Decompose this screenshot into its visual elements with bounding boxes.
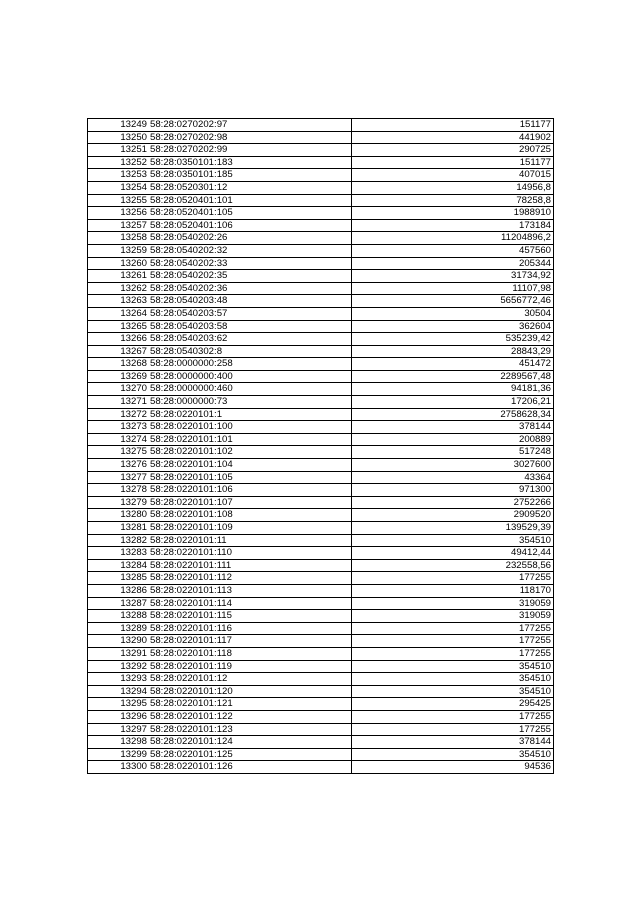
row-number-cell: 13267	[88, 345, 149, 358]
cadastral-number-cell: 58:28:0270202:99	[148, 144, 352, 157]
row-number-cell: 13253	[88, 169, 149, 182]
row-number-cell: 13279	[88, 496, 149, 509]
table-row	[88, 660, 554, 673]
table-row	[88, 257, 554, 270]
value-cell: 205344	[352, 257, 554, 270]
cadastral-number-cell: 58:28:0220101:11	[148, 534, 352, 547]
value-cell: 451472	[352, 358, 554, 371]
value-cell: 177255	[352, 572, 554, 585]
cadastral-number-cell: 58:28:0350101:183	[148, 156, 352, 169]
value-cell: 971300	[352, 484, 554, 497]
table-row	[88, 736, 554, 749]
cadastral-number-cell: 58:28:0220101:108	[148, 509, 352, 522]
value-cell: 354510	[352, 673, 554, 686]
value-cell: 78258,8	[352, 194, 554, 207]
cadastral-number-cell: 58:28:0000000:460	[148, 383, 352, 396]
row-number-cell: 13282	[88, 534, 149, 547]
row-number-cell: 13300	[88, 761, 149, 774]
value-cell: 94536	[352, 761, 554, 774]
table-row	[88, 559, 554, 572]
value-cell: 177255	[352, 710, 554, 723]
cadastral-number-cell: 58:28:0540202:26	[148, 232, 352, 245]
value-cell: 2289567,48	[352, 370, 554, 383]
value-cell: 177255	[352, 635, 554, 648]
row-number-cell: 13259	[88, 244, 149, 257]
cadastral-number-cell: 58:28:0520301:12	[148, 181, 352, 194]
value-cell: 535239,42	[352, 333, 554, 346]
value-cell: 177255	[352, 723, 554, 736]
table-row	[88, 219, 554, 232]
table-row	[88, 647, 554, 660]
table-row	[88, 610, 554, 623]
cadastral-number-cell: 58:28:0220101:100	[148, 421, 352, 434]
table-row	[88, 748, 554, 761]
cadastral-number-cell: 58:28:0220101:12	[148, 673, 352, 686]
value-cell: 319059	[352, 597, 554, 610]
value-cell: 11204896,2	[352, 232, 554, 245]
cadastral-number-cell: 58:28:0220101:125	[148, 748, 352, 761]
value-cell: 354510	[352, 660, 554, 673]
table-row	[88, 534, 554, 547]
table-row	[88, 345, 554, 358]
row-number-cell: 13255	[88, 194, 149, 207]
row-number-cell: 13266	[88, 333, 149, 346]
row-number-cell: 13287	[88, 597, 149, 610]
value-cell: 151177	[352, 119, 554, 132]
row-number-cell: 13285	[88, 572, 149, 585]
row-number-cell: 13298	[88, 736, 149, 749]
document-table-wrapper	[87, 118, 554, 774]
cadastral-number-cell: 58:28:0540203:57	[148, 307, 352, 320]
row-number-cell: 13292	[88, 660, 149, 673]
cadastral-number-cell: 58:28:0540203:48	[148, 295, 352, 308]
cadastral-number-cell: 58:28:0540302:8	[148, 345, 352, 358]
value-cell: 11107,98	[352, 282, 554, 295]
row-number-cell: 13270	[88, 383, 149, 396]
value-cell: 441902	[352, 131, 554, 144]
row-number-cell: 13299	[88, 748, 149, 761]
table-row	[88, 509, 554, 522]
cadastral-number-cell: 58:28:0220101:123	[148, 723, 352, 736]
cadastral-number-cell: 58:28:0220101:104	[148, 459, 352, 472]
table-row	[88, 597, 554, 610]
table-row	[88, 181, 554, 194]
table-row	[88, 761, 554, 774]
value-cell: 354510	[352, 534, 554, 547]
cadastral-number-cell: 58:28:0220101:117	[148, 635, 352, 648]
value-cell: 139529,39	[352, 522, 554, 535]
value-cell: 1988910	[352, 207, 554, 220]
row-number-cell: 13258	[88, 232, 149, 245]
row-number-cell: 13251	[88, 144, 149, 157]
cadastral-number-cell: 58:28:0220101:106	[148, 484, 352, 497]
table-row	[88, 320, 554, 333]
table-row	[88, 295, 554, 308]
table-row	[88, 723, 554, 736]
row-number-cell: 13289	[88, 622, 149, 635]
cadastral-number-cell: 58:28:0270202:98	[148, 131, 352, 144]
row-number-cell: 13297	[88, 723, 149, 736]
table-row	[88, 698, 554, 711]
value-cell: 407015	[352, 169, 554, 182]
row-number-cell: 13286	[88, 584, 149, 597]
row-number-cell: 13272	[88, 408, 149, 421]
table-row	[88, 207, 554, 220]
value-cell: 28843,29	[352, 345, 554, 358]
cadastral-value-table	[87, 118, 554, 774]
row-number-cell: 13265	[88, 320, 149, 333]
cadastral-number-cell: 58:28:0540202:32	[148, 244, 352, 257]
cadastral-number-cell: 58:28:0540203:62	[148, 333, 352, 346]
value-cell: 290725	[352, 144, 554, 157]
table-row	[88, 282, 554, 295]
row-number-cell: 13293	[88, 673, 149, 686]
table-row	[88, 307, 554, 320]
table-row	[88, 622, 554, 635]
cadastral-number-cell: 58:28:0540202:33	[148, 257, 352, 270]
row-number-cell: 13274	[88, 433, 149, 446]
value-cell: 49412,44	[352, 547, 554, 560]
table-row	[88, 169, 554, 182]
table-row	[88, 522, 554, 535]
cadastral-number-cell: 58:28:0220101:124	[148, 736, 352, 749]
row-number-cell: 13276	[88, 459, 149, 472]
row-number-cell: 13291	[88, 647, 149, 660]
cadastral-number-cell: 58:28:0220101:116	[148, 622, 352, 635]
value-cell: 30504	[352, 307, 554, 320]
row-number-cell: 13294	[88, 685, 149, 698]
cadastral-number-cell: 58:28:0000000:258	[148, 358, 352, 371]
row-number-cell: 13296	[88, 710, 149, 723]
row-number-cell: 13260	[88, 257, 149, 270]
row-number-cell: 13252	[88, 156, 149, 169]
row-number-cell: 13277	[88, 471, 149, 484]
table-row	[88, 358, 554, 371]
cadastral-number-cell: 58:28:0220101:102	[148, 446, 352, 459]
table-row	[88, 270, 554, 283]
table-row	[88, 710, 554, 723]
table-body	[88, 119, 554, 774]
value-cell: 362604	[352, 320, 554, 333]
cadastral-number-cell: 58:28:0540202:35	[148, 270, 352, 283]
table-row	[88, 471, 554, 484]
row-number-cell: 13254	[88, 181, 149, 194]
cadastral-number-cell: 58:28:0520401:106	[148, 219, 352, 232]
value-cell: 31734,92	[352, 270, 554, 283]
table-row	[88, 194, 554, 207]
row-number-cell: 13284	[88, 559, 149, 572]
row-number-cell: 13249	[88, 119, 149, 132]
value-cell: 517248	[352, 446, 554, 459]
row-number-cell: 13268	[88, 358, 149, 371]
value-cell: 151177	[352, 156, 554, 169]
cadastral-number-cell: 58:28:0540203:58	[148, 320, 352, 333]
value-cell: 43364	[352, 471, 554, 484]
value-cell: 2752266	[352, 496, 554, 509]
row-number-cell: 13250	[88, 131, 149, 144]
row-number-cell: 13261	[88, 270, 149, 283]
table-row	[88, 673, 554, 686]
cadastral-number-cell: 58:28:0540202:36	[148, 282, 352, 295]
cadastral-number-cell: 58:28:0270202:97	[148, 119, 352, 132]
table-row	[88, 156, 554, 169]
row-number-cell: 13257	[88, 219, 149, 232]
row-number-cell: 13281	[88, 522, 149, 535]
value-cell: 5656772,46	[352, 295, 554, 308]
row-number-cell: 13278	[88, 484, 149, 497]
table-row	[88, 396, 554, 409]
table-row	[88, 484, 554, 497]
cadastral-number-cell: 58:28:0220101:115	[148, 610, 352, 623]
cadastral-number-cell: 58:28:0220101:118	[148, 647, 352, 660]
table-row	[88, 119, 554, 132]
cadastral-number-cell: 58:28:0520401:101	[148, 194, 352, 207]
table-row	[88, 131, 554, 144]
value-cell: 295425	[352, 698, 554, 711]
cadastral-number-cell: 58:28:0220101:1	[148, 408, 352, 421]
cadastral-number-cell: 58:28:0220101:111	[148, 559, 352, 572]
row-number-cell: 13275	[88, 446, 149, 459]
table-row	[88, 459, 554, 472]
value-cell: 378144	[352, 421, 554, 434]
cadastral-number-cell: 58:28:0000000:73	[148, 396, 352, 409]
row-number-cell: 13280	[88, 509, 149, 522]
value-cell: 2909520	[352, 509, 554, 522]
table-row	[88, 421, 554, 434]
table-row	[88, 244, 554, 257]
value-cell: 14956,8	[352, 181, 554, 194]
value-cell: 173184	[352, 219, 554, 232]
row-number-cell: 13264	[88, 307, 149, 320]
cadastral-number-cell: 58:28:0350101:185	[148, 169, 352, 182]
value-cell: 354510	[352, 685, 554, 698]
value-cell: 2758628,34	[352, 408, 554, 421]
cadastral-number-cell: 58:28:0000000:400	[148, 370, 352, 383]
value-cell: 378144	[352, 736, 554, 749]
value-cell: 118170	[352, 584, 554, 597]
value-cell: 94181,36	[352, 383, 554, 396]
row-number-cell: 13290	[88, 635, 149, 648]
value-cell: 457560	[352, 244, 554, 257]
value-cell: 17206,21	[352, 396, 554, 409]
value-cell: 3027600	[352, 459, 554, 472]
value-cell: 177255	[352, 647, 554, 660]
row-number-cell: 13269	[88, 370, 149, 383]
table-row	[88, 232, 554, 245]
value-cell: 354510	[352, 748, 554, 761]
row-number-cell: 13263	[88, 295, 149, 308]
table-row	[88, 496, 554, 509]
table-row	[88, 333, 554, 346]
table-row	[88, 446, 554, 459]
cadastral-number-cell: 58:28:0220101:121	[148, 698, 352, 711]
table-row	[88, 370, 554, 383]
row-number-cell: 13288	[88, 610, 149, 623]
cadastral-number-cell: 58:28:0220101:110	[148, 547, 352, 560]
table-row	[88, 383, 554, 396]
row-number-cell: 13271	[88, 396, 149, 409]
value-cell: 177255	[352, 622, 554, 635]
table-row	[88, 433, 554, 446]
cadastral-number-cell: 58:28:0520401:105	[148, 207, 352, 220]
cadastral-number-cell: 58:28:0220101:114	[148, 597, 352, 610]
cadastral-number-cell: 58:28:0220101:126	[148, 761, 352, 774]
row-number-cell: 13273	[88, 421, 149, 434]
table-row	[88, 584, 554, 597]
cadastral-number-cell: 58:28:0220101:122	[148, 710, 352, 723]
value-cell: 319059	[352, 610, 554, 623]
cadastral-number-cell: 58:28:0220101:101	[148, 433, 352, 446]
cadastral-number-cell: 58:28:0220101:107	[148, 496, 352, 509]
row-number-cell: 13295	[88, 698, 149, 711]
value-cell: 232558,56	[352, 559, 554, 572]
table-row	[88, 408, 554, 421]
table-row	[88, 685, 554, 698]
cadastral-number-cell: 58:28:0220101:120	[148, 685, 352, 698]
row-number-cell: 13256	[88, 207, 149, 220]
cadastral-number-cell: 58:28:0220101:119	[148, 660, 352, 673]
row-number-cell: 13262	[88, 282, 149, 295]
table-row	[88, 547, 554, 560]
cadastral-number-cell: 58:28:0220101:112	[148, 572, 352, 585]
table-row	[88, 635, 554, 648]
table-row	[88, 572, 554, 585]
row-number-cell: 13283	[88, 547, 149, 560]
cadastral-number-cell: 58:28:0220101:105	[148, 471, 352, 484]
table-row	[88, 144, 554, 157]
value-cell: 200889	[352, 433, 554, 446]
cadastral-number-cell: 58:28:0220101:113	[148, 584, 352, 597]
cadastral-number-cell: 58:28:0220101:109	[148, 522, 352, 535]
